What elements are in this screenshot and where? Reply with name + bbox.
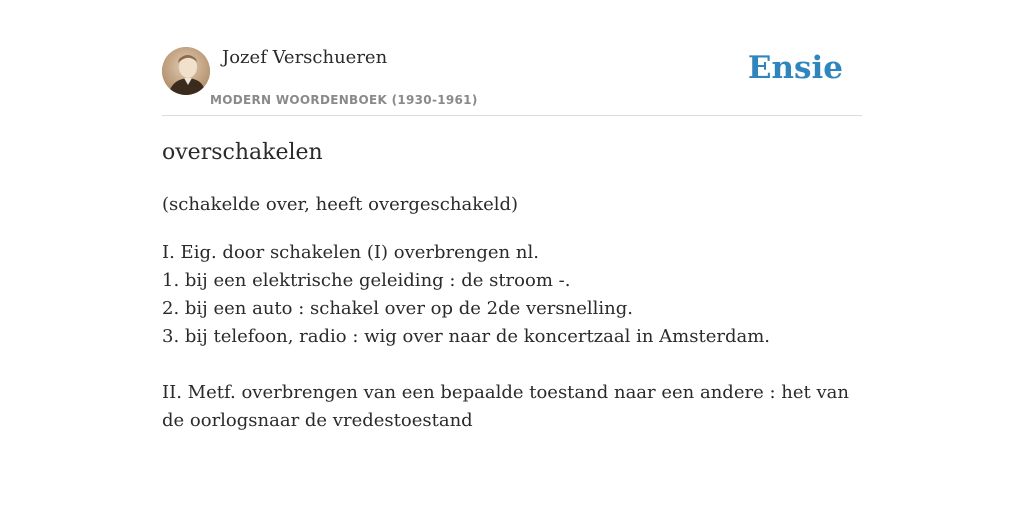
definition-line: 1. bij een elektrische geleiding : de stroom -.: [162, 270, 571, 291]
entry-forms: (schakelde over, heeft overgeschakeld): [162, 194, 519, 215]
author-name[interactable]: Jozef Verschueren: [222, 47, 388, 68]
author-avatar[interactable]: [162, 47, 210, 95]
dictionary-source[interactable]: MODERN WOORDENBOEK (1930-1961): [210, 93, 478, 107]
entry-header: [162, 44, 862, 116]
entry-title: overschakelen: [162, 140, 323, 165]
definition-line: I. Eig. door schakelen (I) overbrengen nl.: [162, 242, 539, 263]
definition-line: 2. bij een auto : schakel over op de 2de versnelling.: [162, 298, 634, 319]
metaphorical-definition: II. Metf. overbrengen van een bepaalde toestand naar een andere : het van de oorlogsnaar de vredestoestand: [162, 382, 849, 431]
ensie-logo[interactable]: Ensie: [747, 50, 843, 86]
author-portrait-icon: [162, 47, 210, 95]
paragraph-gap: [162, 351, 862, 379]
entry-definition: [162, 239, 862, 435]
definition-line: 3. bij telefoon, radio : wig over naar de koncertzaal in Amsterdam.: [162, 326, 771, 347]
entry-card: [162, 44, 862, 431]
